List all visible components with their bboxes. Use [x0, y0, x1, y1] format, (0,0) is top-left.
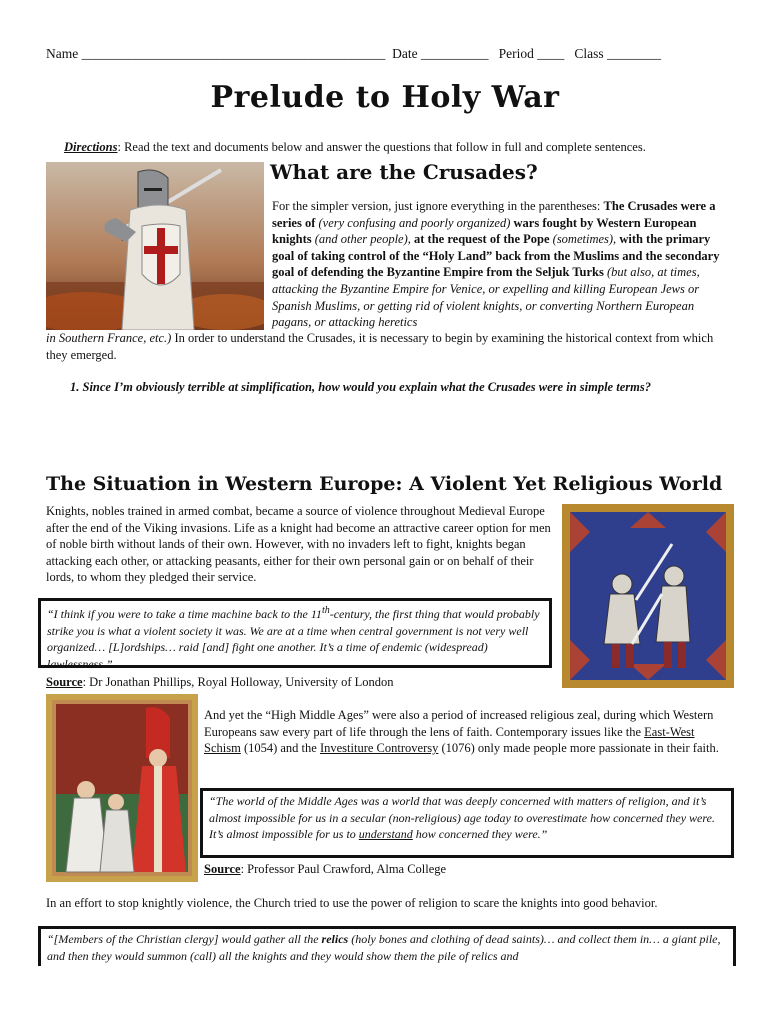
quote-box-phillips — [38, 598, 552, 671]
period-blank[interactable]: ____ — [537, 46, 565, 61]
east-west-schism-link[interactable]: East-West Schism — [204, 724, 695, 756]
heading-what-are-crusades: What are the Crusades? — [270, 160, 538, 184]
date-blank[interactable]: __________ — [420, 46, 489, 61]
class-label: Class — [574, 46, 604, 61]
quote2-text-a: “The world of the Middle Ages was a world that was deeply concerned with matters of religion, and it’s almost impossible for us in a secular (non-religious) age today to overestimate how concerned they were. It’s almost impossible for us to — [209, 794, 715, 842]
directions — [64, 140, 744, 155]
source1-text: : Dr Jonathan Phillips, Royal Holloway, University of London — [82, 675, 394, 689]
bold-3: at the request of the Pope — [414, 232, 550, 247]
name-blank[interactable]: _____________________________________________ — [81, 46, 386, 61]
church-effort-paragraph: In an effort to stop knightly violence, the Church tried to use the power of religion to scare the knights into good behavior. — [46, 896, 658, 910]
quote3-relics: relics — [321, 932, 349, 946]
knights-paragraph: Knights, nobles trained in armed combat, became a source of violence throughout Medieval Europe after the end of the Viking invasions. Life as a knight had become an attractive career option for men of noble birth without lands of their own. However, with no invaders left to fight, knights began attacking each other, or attacking peasants, either for their own personal gain or on behalf of their lords, to whom they pledged their service. — [46, 504, 551, 585]
source-crawford — [204, 862, 446, 877]
question-1: 1. Since I’m obviously terrible at simplification, how would you explain what the Crusades were in simple terms? — [70, 380, 651, 394]
quote1-text-b: -century, the first thing that would probably strike you is what a violent society it was. We are at a time when central government is not very well organized… [L]ordships… raid [and] fight one another. It’s a time of endemic (widespread) lawlessness.” — [47, 607, 540, 671]
quote3-text-a: “[Members of the Christian clergy] would gather all the — [47, 932, 322, 946]
source2-text: : Professor Paul Crawford, Alma College — [240, 862, 447, 876]
p3-text-c: (1076) only made people more passionate in their faith. — [438, 741, 719, 756]
period-label: Period — [498, 46, 534, 61]
clergy-manuscript-image — [46, 694, 198, 882]
italic-4: (but also, at times, attacking the Byzantine Empire for Venice, or expelling and killing European Jews or Spanish Muslims, or getting rid of violent knights, or converting Northern European pagans, or attacking heretics — [272, 265, 700, 330]
p3-text-a: And yet the “High Middle Ages” were also a period of increased religious zeal, during which Western Europeans saw every part of life through the lens of faith. Contemporary issues like the — [204, 708, 714, 739]
intro-text: For the simpler version, just ignore everything in the parentheses: — [272, 199, 604, 213]
context-text: In order to understand the Crusades, it is necessary to begin by examining the historical context from which they emerged. — [46, 331, 714, 362]
source-phillips — [46, 675, 394, 690]
quote-box-relics — [38, 926, 736, 966]
bold-2: wars fought by Western European knights — [272, 215, 697, 247]
italic-1: (very confusing and poorly organized) — [315, 215, 514, 230]
heading-western-europe: The Situation in Western Europe: A Violent Yet Religious World — [46, 473, 723, 495]
class-blank[interactable]: ________ — [606, 46, 661, 61]
directions-label: Directions — [64, 140, 118, 154]
bold-4: with the primary goal of taking control of the “Holy Land” back from the Muslims and the secondary goal of defending the Byzantine Empire from the Seljuk Turks — [272, 232, 720, 280]
italic-3: (sometimes), — [549, 232, 620, 247]
crusader-knight-image — [46, 162, 264, 330]
italic-2: (and other people), — [311, 232, 415, 247]
fighting-knights-manuscript-image — [562, 504, 734, 688]
source-label: Source — [46, 675, 83, 689]
quote2-text-b: how concerned they were.” — [412, 827, 548, 842]
italic-4b: in Southern France, etc.) — [46, 331, 172, 345]
source-label-2: Source — [204, 862, 241, 876]
page-title: Prelude to Holy War — [210, 80, 560, 115]
quote2-underlined: understand — [358, 827, 413, 842]
p3-text-b: (1054) and the — [240, 741, 320, 756]
crusades-definition-paragraph — [272, 198, 728, 331]
quote-box-crawford — [200, 788, 734, 858]
crusades-context-paragraph — [46, 330, 726, 363]
bold-1: The Crusades were a series of — [272, 199, 716, 230]
name-label: Name — [46, 46, 79, 61]
religious-zeal-paragraph — [204, 707, 728, 757]
student-info-header — [46, 46, 726, 62]
quote3-text-c: (holy bones and clothing of dead saints)… and collect them in… a giant pile, and then they would summon (call) all the knights and they would show them the pile of relics and — [47, 932, 721, 963]
investiture-controversy-link[interactable]: Investiture Controversy — [319, 741, 439, 756]
date-label: Date — [392, 46, 418, 61]
directions-text: : Read the text and documents below and answer the questions that follow in full and complete sentences. — [117, 140, 646, 154]
quote1-sup: th — [321, 605, 330, 616]
quote1-text-a: “I think if you were to take a time machine back to the 11 — [47, 607, 322, 621]
